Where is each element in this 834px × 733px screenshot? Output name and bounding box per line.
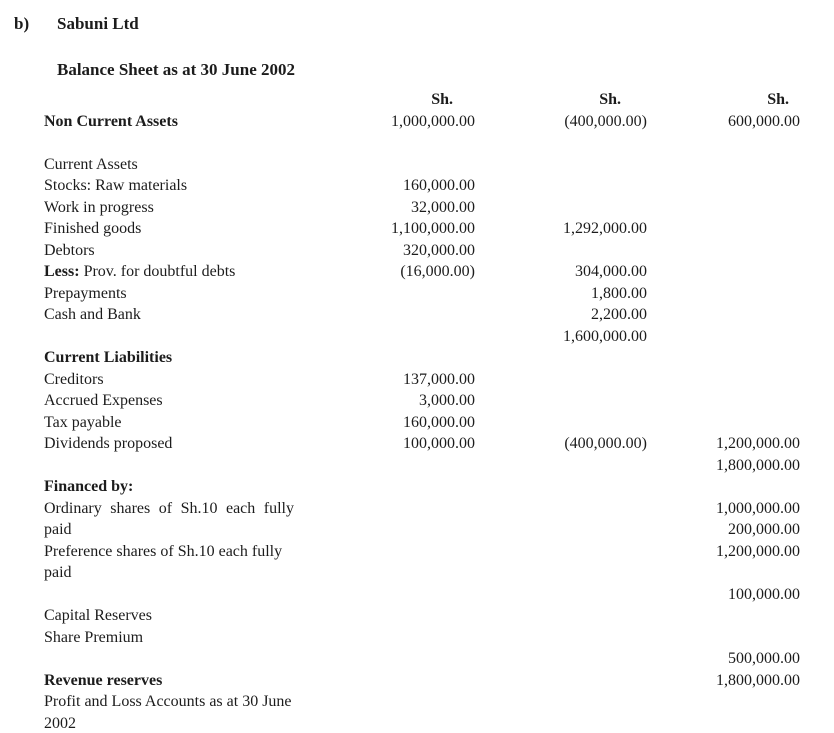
col1-header-sh: Sh. <box>431 91 453 108</box>
spacer-row <box>0 132 834 154</box>
amount-col3: 1,200,000.00 <box>716 542 800 560</box>
amount-col1 <box>370 648 475 670</box>
amount-col3 <box>647 691 800 713</box>
sheet-row <box>0 369 834 391</box>
amount-col3 <box>647 476 800 498</box>
amount-col1: 320,000.00 <box>403 241 475 259</box>
row-label: Revenue reserves <box>44 671 163 689</box>
amount-col2 <box>475 691 647 713</box>
amount-col1: 1,100,000.00 <box>391 220 475 237</box>
amount-col3 <box>647 261 800 283</box>
amount-col2 <box>475 240 647 262</box>
amount-col2: (400,000.00) <box>564 435 647 452</box>
amount-col1 <box>370 541 475 563</box>
amount-col3: 600,000.00 <box>728 112 800 130</box>
row-label: Capital Reserves <box>44 607 152 624</box>
sheet-row <box>0 412 834 434</box>
amount-col2: 2,200.00 <box>591 306 647 323</box>
sheet-row <box>0 670 834 692</box>
amount-col3 <box>647 240 800 262</box>
amount-col3: 1,000,000.00 <box>716 499 800 517</box>
amount-col1 <box>370 347 475 369</box>
row-label <box>0 455 370 477</box>
sheet-row <box>0 519 834 541</box>
sheet-row <box>0 347 834 369</box>
amount-col3 <box>647 713 800 733</box>
amount-col1 <box>370 670 475 692</box>
amount-col3 <box>647 390 800 412</box>
sheet-row <box>0 240 834 262</box>
sheet-row <box>0 691 834 713</box>
row-label: Ordinary shares of Sh.10 each fully <box>44 499 294 517</box>
document-header <box>0 0 834 35</box>
sheet-row <box>0 283 834 305</box>
label-column-header <box>0 89 370 111</box>
amount-col2 <box>475 455 647 477</box>
sheet-row <box>0 498 834 520</box>
sheet-row <box>0 197 834 219</box>
amount-col3: 1,800,000.00 <box>716 671 800 689</box>
row-label: Debtors <box>44 241 95 259</box>
row-label: Prepayments <box>44 284 127 302</box>
company-name: Sabuni Ltd <box>57 14 139 33</box>
sheet-row <box>0 261 834 283</box>
row-label: Share Premium <box>44 628 144 646</box>
amount-col3 <box>647 283 800 305</box>
amount-col3 <box>647 326 800 348</box>
amount-col1 <box>370 326 475 348</box>
amount-col1: 3,000.00 <box>419 392 475 409</box>
amount-col3 <box>647 154 800 176</box>
row-label: Cash and Bank <box>44 306 141 323</box>
amount-col2: 1,600,000.00 <box>563 327 647 345</box>
amount-col1: 1,000,000.00 <box>391 112 475 130</box>
amount-col1: (16,000.00) <box>400 263 475 280</box>
amount-col3 <box>647 218 800 240</box>
amount-col1 <box>370 304 475 326</box>
amount-col2 <box>475 562 647 584</box>
row-label: Profit and Loss Accounts as at 30 June <box>44 693 292 710</box>
col3-header-sh: Sh. <box>767 91 789 108</box>
amount-col1 <box>370 519 475 541</box>
amount-col1 <box>370 476 475 498</box>
sheet-row <box>0 562 834 584</box>
sheet-row <box>0 218 834 240</box>
amount-col3 <box>647 369 800 391</box>
amount-col2 <box>475 584 647 606</box>
sheet-row <box>0 713 834 733</box>
amount-col1: 160,000.00 <box>403 413 475 431</box>
amount-col2 <box>475 670 647 692</box>
amount-col1: 32,000.00 <box>411 198 475 216</box>
amount-col1 <box>370 713 475 733</box>
amount-col3 <box>647 605 800 627</box>
sheet-row <box>0 390 834 412</box>
amount-col2 <box>475 390 647 412</box>
sheet-row <box>0 627 834 649</box>
amount-col2 <box>475 627 647 649</box>
amount-col2 <box>475 648 647 670</box>
amount-col2: 1,800.00 <box>591 284 647 302</box>
row-label-bold-prefix: Less: <box>44 263 80 280</box>
amount-col2: (400,000.00) <box>564 112 647 130</box>
sheet-row <box>0 605 834 627</box>
amount-col2 <box>475 541 647 563</box>
sheet-row <box>0 433 834 455</box>
amount-col2 <box>475 369 647 391</box>
row-label: Preference shares of Sh.10 each fully <box>44 542 283 560</box>
amount-col3 <box>647 175 800 197</box>
amount-col2 <box>475 412 647 434</box>
amount-col3 <box>647 347 800 369</box>
amount-col1 <box>370 455 475 477</box>
amount-col1 <box>370 605 475 627</box>
row-label: Tax payable <box>44 413 122 431</box>
item-letter: b) <box>14 14 30 33</box>
amount-col2 <box>475 347 647 369</box>
amount-col1 <box>370 584 475 606</box>
row-label <box>0 584 370 606</box>
amount-col2 <box>475 154 647 176</box>
row-label: paid <box>44 564 72 581</box>
row-label: Creditors <box>44 370 104 388</box>
sheet-row <box>0 476 834 498</box>
balance-sheet-table <box>0 89 834 733</box>
row-label: Dividends proposed <box>44 435 173 452</box>
amount-col2 <box>475 197 647 219</box>
amount-col2 <box>475 519 647 541</box>
column-header-row <box>0 89 834 111</box>
sheet-row <box>0 175 834 197</box>
amount-col2 <box>475 175 647 197</box>
row-label: Financed by: <box>44 478 134 495</box>
amount-col3 <box>647 412 800 434</box>
amount-col1 <box>370 627 475 649</box>
row-label: Work in progress <box>44 198 154 216</box>
row-label: Non Current Assets <box>44 112 178 130</box>
row-label: Accrued Expenses <box>44 392 163 409</box>
row-label <box>0 326 370 348</box>
sheet-row <box>0 154 834 176</box>
amount-col3: 500,000.00 <box>728 650 800 667</box>
row-label: 2002 <box>44 714 76 732</box>
amount-col1 <box>370 154 475 176</box>
amount-col2: 1,292,000.00 <box>563 220 647 237</box>
amount-col2 <box>475 713 647 733</box>
amount-col1 <box>370 691 475 713</box>
row-label: paid <box>44 521 72 538</box>
sheet-row <box>0 648 834 670</box>
statement-title: Balance Sheet as at 30 June 2002 <box>57 60 295 79</box>
amount-col3 <box>647 197 800 219</box>
amount-col1: 160,000.00 <box>403 177 475 194</box>
row-label: Current Assets <box>44 155 138 173</box>
row-label: Current Liabilities <box>44 349 173 366</box>
sheet-row <box>0 541 834 563</box>
sheet-row <box>0 584 834 606</box>
sheet-row <box>0 111 834 133</box>
amount-col1 <box>370 498 475 520</box>
sheet-row <box>0 455 834 477</box>
amount-col1 <box>370 283 475 305</box>
amount-col3: 1,800,000.00 <box>716 456 800 474</box>
amount-col3: 1,200,000.00 <box>716 435 800 452</box>
amount-col3: 200,000.00 <box>728 521 800 538</box>
amount-col1: 137,000.00 <box>403 370 475 388</box>
amount-col3 <box>647 304 800 326</box>
amount-col3: 100,000.00 <box>728 585 800 603</box>
amount-col1: 100,000.00 <box>403 435 475 452</box>
amount-col2 <box>475 605 647 627</box>
row-label: Less: Prov. for doubtful debts <box>44 263 236 280</box>
row-label: Stocks: Raw materials <box>44 177 188 194</box>
amount-col3 <box>647 562 800 584</box>
amount-col2 <box>475 476 647 498</box>
amount-col1 <box>370 562 475 584</box>
row-label: Finished goods <box>44 220 142 237</box>
sheet-rows <box>0 111 834 733</box>
row-label <box>0 648 370 670</box>
sheet-row <box>0 326 834 348</box>
col2-header-sh: Sh. <box>599 91 621 108</box>
amount-col3 <box>647 627 800 649</box>
sheet-row <box>0 304 834 326</box>
amount-col2 <box>475 498 647 520</box>
amount-col2: 304,000.00 <box>575 263 647 280</box>
